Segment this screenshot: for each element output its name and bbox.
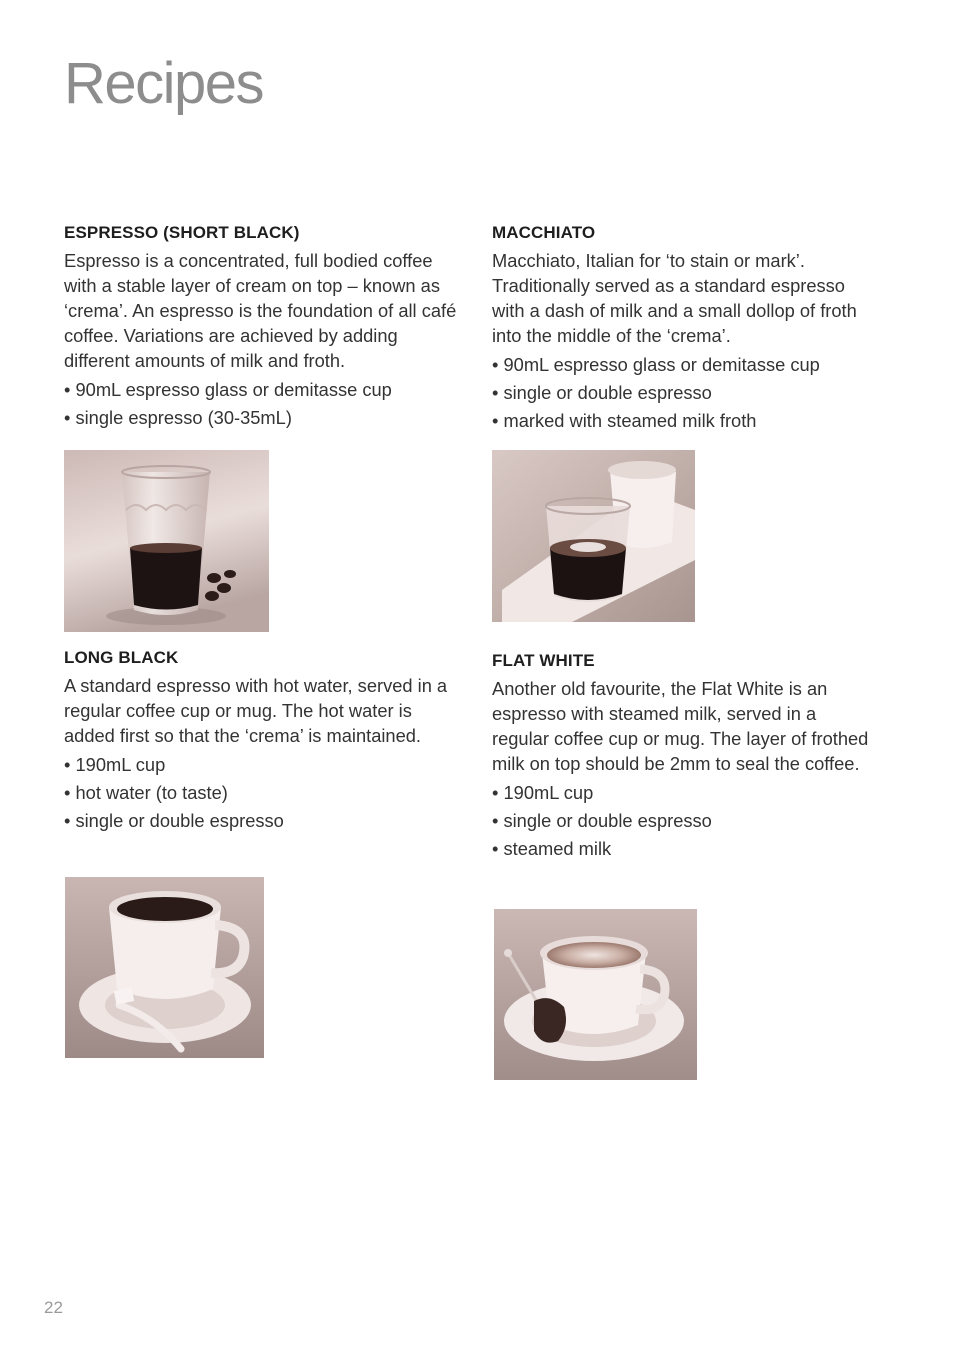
page-title: Recipes	[64, 51, 264, 116]
recipe-description: Macchiato, Italian for ‘to stain or mark’. Traditionally served as a standard espresso with a dash of milk and a small dollop of froth into the middle of the ‘crema’.	[492, 250, 857, 346]
recipe-heading: ESPRESSO (SHORT BLACK)	[64, 223, 300, 242]
list-item: • 190mL cup	[64, 751, 464, 779]
list-item: • steamed milk	[492, 835, 872, 863]
list-item: • single or double espresso	[492, 807, 872, 835]
list-item: • single or double espresso	[492, 379, 882, 407]
recipe-long-black	[64, 646, 464, 835]
recipe-heading: FLAT WHITE	[492, 651, 595, 670]
recipe-list	[64, 751, 464, 835]
list-item: • single espresso (30-35mL)	[64, 404, 464, 432]
list-item: • 190mL cup	[492, 779, 872, 807]
list-item: • hot water (to taste)	[64, 779, 464, 807]
recipe-heading: LONG BLACK	[64, 648, 179, 667]
recipe-heading: MACCHIATO	[492, 223, 596, 242]
recipe-list	[492, 351, 882, 435]
espresso-glass-photo	[64, 450, 269, 632]
list-item: • single or double espresso	[64, 807, 464, 835]
flat-white-cup-photo	[494, 909, 697, 1080]
list-item: • 90mL espresso glass or demitasse cup	[64, 376, 464, 404]
recipe-flat-white	[492, 649, 872, 863]
recipe-list	[492, 779, 872, 863]
long-black-cup-photo	[65, 877, 264, 1058]
recipe-macchiato	[492, 221, 882, 435]
list-item: • marked with steamed milk froth	[492, 407, 882, 435]
recipe-description: Espresso is a concentrated, full bodied coffee with a stable layer of cream on top – known as ‘crema’. An espresso is the foundation of all café coffee. Variations are achieved by adding different amounts of milk and froth.	[64, 250, 457, 371]
macchiato-glass-photo	[492, 450, 695, 622]
list-item: • 90mL espresso glass or demitasse cup	[492, 351, 882, 379]
recipe-espresso	[64, 221, 464, 432]
recipe-list	[64, 376, 464, 432]
recipe-description: A standard espresso with hot water, served in a regular coffee cup or mug. The hot water is added first so that the ‘crema’ is maintained.	[64, 675, 448, 746]
page-number: 22	[44, 1298, 63, 1317]
recipe-description: Another old favourite, the Flat White is an espresso with steamed milk, served in a regular coffee cup or mug. The layer of frothed milk on top should be 2mm to seal the coffee.	[492, 678, 869, 774]
